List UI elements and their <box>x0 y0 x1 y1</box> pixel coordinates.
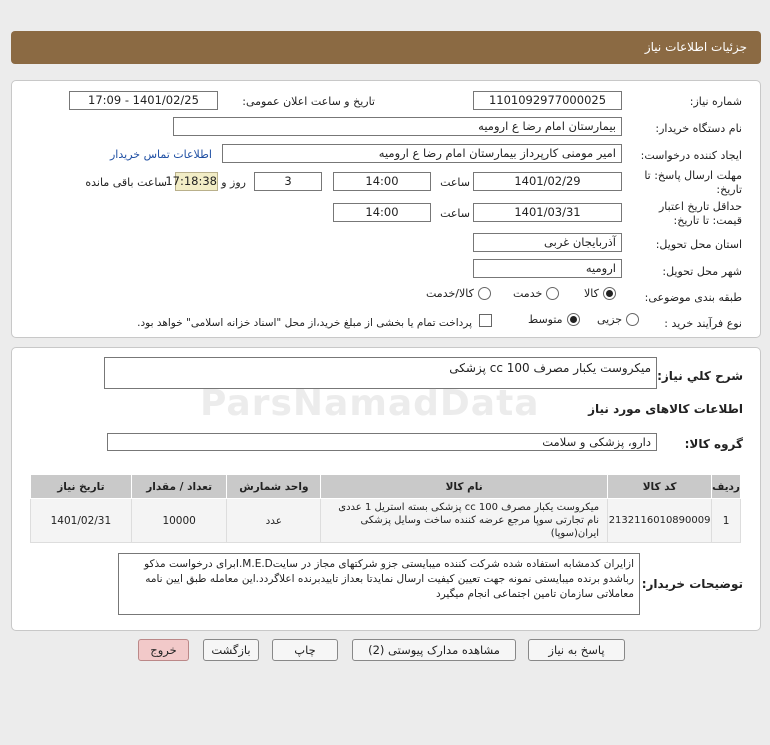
category-goods-label: کالا <box>584 287 599 300</box>
announce-field: 1401/02/25 - 17:09 <box>69 91 218 110</box>
need-number-label: شماره نیاز: <box>689 95 742 108</box>
buyer-org-label: نام دستگاه خریدار: <box>655 122 742 135</box>
need-number-field: 1101092977000025 <box>473 91 622 110</box>
days-label: روز و <box>221 176 246 189</box>
purchase-minor-label: جزیی <box>597 313 623 326</box>
goods-group-field: دارو، پزشکی و سلامت <box>107 433 657 451</box>
general-desc-label: شرح كلي نياز: <box>657 369 743 383</box>
col-row: ردیف <box>712 475 741 499</box>
validity-time-field: 14:00 <box>333 203 431 222</box>
col-need-date: تاریخ نیاز <box>31 475 132 499</box>
goods-table <box>30 474 741 543</box>
goods-table-header <box>31 475 741 499</box>
validity-date-field: 1401/03/31 <box>473 203 622 222</box>
deadline-date-field: 1401/02/29 <box>473 172 622 191</box>
validity-label-line2: قیمت: تا تاریخ: <box>673 214 742 227</box>
contact-buyer-link[interactable]: اطلاعات تماس خریدار <box>110 148 212 161</box>
goods-group-label: گروه کالا: <box>684 437 743 451</box>
cell-quantity: 10000 <box>131 499 227 543</box>
reply-button[interactable]: پاسخ به نیاز <box>528 639 625 661</box>
col-goods-name: نام کالا <box>321 475 608 499</box>
cell-need-date: 1401/02/31 <box>31 499 132 543</box>
category-goods-radio[interactable] <box>603 287 616 300</box>
category-both-radio[interactable] <box>478 287 491 300</box>
deadline-label-line1: مهلت ارسال پاسخ: تا <box>644 169 742 182</box>
cell-goods-name: میکروست یکبار مصرف cc 100 پزشکی بسته استریل 1 عددی نام تجارتی سوپا مرجع عرضه کننده ساخت وسایل پزشکی ایران(سوپا) <box>321 499 608 543</box>
col-quantity: تعداد / مقدار <box>131 475 227 499</box>
province-field: آذربایجان غربی <box>473 233 622 252</box>
announce-label: تاریخ و ساعت اعلان عمومی: <box>242 95 375 108</box>
goods-info-title: اطلاعات کالاهای مورد نیاز <box>588 402 743 416</box>
print-button[interactable]: چاپ <box>272 639 338 661</box>
validity-label <box>659 200 742 228</box>
creator-label: ایجاد کننده درخواست: <box>640 149 742 162</box>
page-header <box>11 31 761 64</box>
purchase-medium-label: متوسط <box>528 313 563 326</box>
deadline-label-line2: تاریخ: <box>716 183 742 196</box>
purchase-type-label: نوع فرآیند خرید : <box>664 317 742 330</box>
buyer-org-field: بیمارستان امام رضا ع ارومیه <box>173 117 622 136</box>
watermark-logo: ParsNamadData <box>200 383 540 424</box>
purchase-minor-radio[interactable] <box>626 313 639 326</box>
buyer-notes-field: ازایران کدمشابه استفاده شده شرکت کننده میبایستی جزو شرکتهای مجاز در سایتI.M.E.Dبرای درخواست مذکو رباشدو برنده میبایستی نمونه جهت تعیین کیفیت ارسال نمایدتا بعداز تاییدبرنده اعلاگردد.این معامله طبق ایین نامه معاملاتی سازمان تامین اجتماعی انجام میگیرد <box>118 553 640 615</box>
category-both-label: کالا/خدمت <box>426 287 474 300</box>
col-unit: واحد شمارش <box>227 475 321 499</box>
treasury-payment-note: پرداخت تمام یا بخشی از مبلغ خرید،از محل "اسناد خزانه اسلامی" خواهد بود. <box>137 317 472 329</box>
cell-row-number: 1 <box>712 499 741 543</box>
view-attachments-button[interactable]: مشاهده مدارک پیوستی (2) <box>352 639 516 661</box>
table-row <box>31 499 741 543</box>
validity-time-label: ساعت <box>440 207 470 220</box>
remaining-label: ساعت باقی مانده <box>85 176 167 189</box>
category-option-service[interactable] <box>513 287 559 300</box>
creator-field: امیر مومنی کارپرداز بیمارستان امام رضا ع ارومیه <box>222 144 622 163</box>
city-label: شهر محل تحویل: <box>662 265 742 278</box>
deadline-label <box>644 169 742 197</box>
category-option-goods[interactable] <box>584 287 616 300</box>
purchase-option-minor[interactable] <box>597 313 639 326</box>
category-label: طبقه بندی موضوعی: <box>644 291 742 304</box>
cell-unit: عدد <box>227 499 321 543</box>
general-desc-field: میکروست یکبار مصرف cc 100 پزشکی <box>104 357 657 389</box>
col-goods-code: کد کالا <box>608 475 712 499</box>
deadline-time-label: ساعت <box>440 176 470 189</box>
deadline-time-field: 14:00 <box>333 172 431 191</box>
category-option-both[interactable] <box>426 287 491 300</box>
remaining-time-field: 17:18:38 <box>175 172 218 191</box>
cell-goods-code: 2132116010890009 <box>608 499 712 543</box>
city-field: ارومیه <box>473 259 622 278</box>
category-service-label: خدمت <box>513 287 543 300</box>
purchase-medium-radio[interactable] <box>567 313 580 326</box>
back-button[interactable]: بازگشت <box>203 639 259 661</box>
buyer-notes-label: توضیحات خریدار: <box>641 577 743 591</box>
days-field: 3 <box>254 172 322 191</box>
treasury-payment-checkbox[interactable] <box>479 314 492 327</box>
page-title: جزئیات اطلاعات نیاز <box>644 40 747 54</box>
exit-button[interactable]: خروج <box>138 639 189 661</box>
purchase-option-medium[interactable] <box>528 313 580 326</box>
category-service-radio[interactable] <box>546 287 559 300</box>
validity-label-line1: حداقل تاریخ اعتبار <box>658 200 742 213</box>
province-label: استان محل تحویل: <box>655 238 742 251</box>
